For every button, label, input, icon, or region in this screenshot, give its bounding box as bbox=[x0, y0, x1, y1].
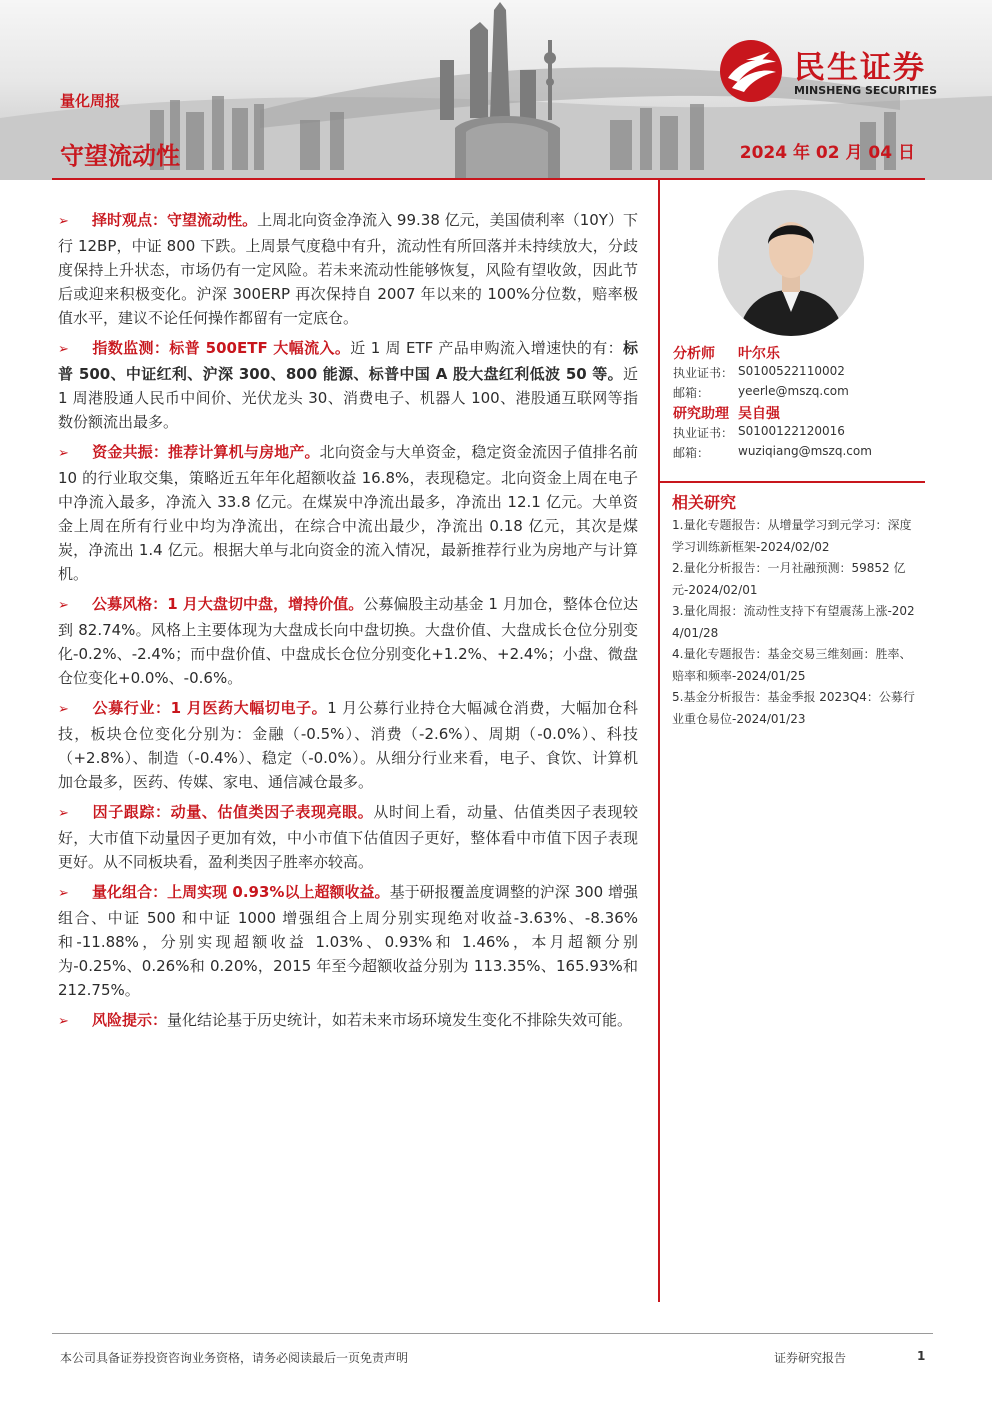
paragraph-text: 从时间上看，动量、估值类因子表现较好，大市值下动量因子更加有效，中小市值下估值因子更好，整体看中市值下因子表现更好。从不同板块看，盈利类因子胜率亦较高。 bbox=[58, 803, 638, 871]
analyst-name: 叶尔乐 bbox=[738, 346, 780, 362]
analyst-cert: S0100522110002 bbox=[738, 364, 845, 378]
assistant-role: 研究助理 bbox=[673, 406, 729, 422]
summary-paragraph bbox=[58, 336, 638, 434]
paragraph-heading: 风险提示： bbox=[92, 1011, 168, 1029]
header-divider bbox=[52, 178, 925, 180]
related-item[interactable]: 3.量化周报：流动性支持下有望震荡上涨-2024/01/28 bbox=[672, 604, 915, 640]
paragraph-bold-text: 标普 500、中证红利、沪深 300、800 能源、标普中国 A 股大盘红利低波 50 等。 bbox=[58, 339, 638, 383]
related-item[interactable]: 1.量化专题报告：从增量学习到元学习：深度学习训练新框架-2024/02/02 bbox=[672, 518, 912, 554]
report-date: 2024 年 02 月 04 日 bbox=[739, 143, 915, 163]
minsheng-logo bbox=[718, 38, 968, 102]
summary-paragraph bbox=[58, 208, 638, 330]
assistant-name: 吴自强 bbox=[738, 406, 780, 422]
assistant-cert-label: 执业证书： bbox=[673, 426, 734, 440]
summary-paragraph bbox=[58, 1008, 638, 1034]
assistant-cert: S0100122120016 bbox=[738, 424, 845, 438]
summary-body bbox=[58, 208, 638, 1040]
report-title: 守望流动性 bbox=[60, 142, 180, 170]
paragraph-text: 1 月公募行业持仓大幅减仓消费，大幅加仓科技，板块仓位变化分别为：金融（-0.5%）、消费（-2.6%）、周期（-0.0%）、科技（+2.8%）、制造（-0.4%）、稳定（-0.0%）。从细分行业来看，电子、食饮、计算机加仓最多，医药、传媒、家电、通信减仓最多。 bbox=[58, 699, 638, 791]
bullet-arrow-icon: ➢ bbox=[58, 214, 69, 229]
analyst-role: 分析师 bbox=[673, 346, 715, 362]
page-number: 1 bbox=[917, 1349, 926, 1363]
paragraph-text: 公募偏股主动基金 1 月加仓，整体仓位达到 82.74%。风格上主要体现为大盘成长向中盘切换。大盘价值、大盘成长仓位分别变化-0.2%、-2.4%；而中盘价值、中盘成长仓位分别变化+1.2%、+2.4%；小盘、微盘仓位变化+0.0%、-0.6%。 bbox=[58, 595, 638, 687]
paragraph-text: 近 1 周 ETF 产品申购流入增速快的有： bbox=[350, 339, 623, 357]
bullet-arrow-icon: ➢ bbox=[58, 702, 69, 717]
bullet-arrow-icon: ➢ bbox=[58, 598, 69, 613]
paragraph-text: 近 1 周港股通人民币中间价、光伏龙头 30、消费电子、机器人 100、港股通互联网等指数份额流出最多。 bbox=[58, 365, 638, 431]
paragraph-text: 基于研报覆盖度调整的沪深 300 增强组合、中证 500 和中证 1000 增强组合上周分别实现绝对收益-3.63%、-8.36%和-11.88%，分别实现超额收益 1.03%、0.93%和 1.46%，本月超额分别为-0.25%、0.26%和 0.20%，2015 年至今超额收益分别为 113.35%、165.93%和 212.75%。 bbox=[58, 883, 638, 999]
related-research-title: 相关研究 bbox=[672, 493, 737, 512]
paragraph-heading: 因子跟踪：动量、估值类因子表现亮眼。 bbox=[92, 803, 374, 821]
logo-en-name: MINSHENG SECURITIES bbox=[794, 84, 937, 97]
column-divider bbox=[658, 180, 660, 1302]
bullet-arrow-icon: ➢ bbox=[58, 886, 69, 901]
paragraph-heading: 资金共振：推荐计算机与房地产。 bbox=[92, 443, 320, 461]
related-item[interactable]: 2.量化分析报告：一月社融预测：59852 亿元-2024/02/01 bbox=[672, 561, 906, 597]
bullet-arrow-icon: ➢ bbox=[58, 446, 69, 461]
assistant-role-row bbox=[673, 403, 729, 423]
analyst-role-row bbox=[673, 343, 715, 363]
analyst-photo bbox=[718, 190, 864, 336]
assistant-email-label: 邮箱： bbox=[673, 446, 710, 460]
summary-paragraph bbox=[58, 592, 638, 690]
paragraph-text: 北向资金与大单资金，稳定资金流因子值排名前 10 的行业取交集，策略近五年年化超额收益 16.8%，表现稳定。北向资金上周在电子中净流入最多，净流入 33.8 亿元。在煤炭中净流出最多，净流出 12.1 亿元。大单资金上周在所有行业中均为净流出，在综合中流出最少，净流出 0.18 亿元，其次是煤炭，净流出 1.4 亿元。根据大单与北向资金的流入情况，最新推荐行业为房地产与计算机。 bbox=[58, 443, 638, 583]
paragraph-heading: 公募行业：1 月医药大幅切电子。 bbox=[92, 699, 328, 717]
paragraph-heading: 量化组合：上周实现 0.93%以上超额收益。 bbox=[92, 883, 390, 901]
paragraph-text: 量化结论基于历史统计，如若未来市场环境发生变化不排除失效可能。 bbox=[167, 1011, 633, 1029]
bullet-arrow-icon: ➢ bbox=[58, 342, 69, 357]
paragraph-text: 上周北向资金净流入 99.38 亿元，美国债利率（10Y）下行 12BP，中证 800 下跌。上周景气度稳中有升，流动性有所回落并未持续放大，分歧度保持上升状态，市场仍有一定风险。若未来流动性能够恢复，风险有望收敛，因此节后或迎来积极变化。沪深 300ERP 再次保持自 2007 年以来的 100%分位数，赔率极值水平，建议不论任何操作都留有一定底仓。 bbox=[58, 211, 638, 327]
analyst-email[interactable]: yeerle@mszq.com bbox=[738, 384, 849, 398]
related-divider bbox=[660, 481, 925, 483]
footer-disclaimer: 本公司具备证券投资咨询业务资格，请务必阅读最后一页免责声明 bbox=[60, 1351, 409, 1365]
related-research-list bbox=[672, 515, 920, 730]
paragraph-heading: 指数监测：标普 500ETF 大幅流入。 bbox=[92, 339, 351, 357]
summary-paragraph bbox=[58, 800, 638, 874]
minsheng-logo-icon bbox=[718, 38, 784, 104]
footer-label: 证券研究报告 bbox=[774, 1351, 847, 1365]
bullet-arrow-icon: ➢ bbox=[58, 1014, 69, 1029]
analyst-email-label: 邮箱： bbox=[673, 386, 710, 400]
analyst-portrait-image bbox=[718, 190, 864, 336]
footer-divider bbox=[52, 1333, 933, 1334]
assistant-email[interactable]: wuziqiang@mszq.com bbox=[738, 444, 872, 458]
summary-paragraph bbox=[58, 880, 638, 1002]
related-item[interactable]: 5.基金分析报告：基金季报 2023Q4：公募行业重仓易位-2024/01/23 bbox=[672, 690, 915, 726]
header-banner bbox=[0, 0, 992, 180]
logo-cn-name: 民生证券 bbox=[794, 50, 926, 86]
paragraph-heading: 公募风格：1 月大盘切中盘，增持价值。 bbox=[92, 595, 364, 613]
summary-paragraph bbox=[58, 440, 638, 586]
related-item[interactable]: 4.量化专题报告：基金交易三维刻画：胜率、赔率和频率-2024/01/25 bbox=[672, 647, 912, 683]
paragraph-heading: 择时观点：守望流动性。 bbox=[92, 211, 258, 229]
analyst-cert-label: 执业证书： bbox=[673, 366, 734, 380]
summary-paragraph bbox=[58, 696, 638, 794]
bullet-arrow-icon: ➢ bbox=[58, 806, 69, 821]
report-type: 量化周报 bbox=[60, 92, 121, 110]
